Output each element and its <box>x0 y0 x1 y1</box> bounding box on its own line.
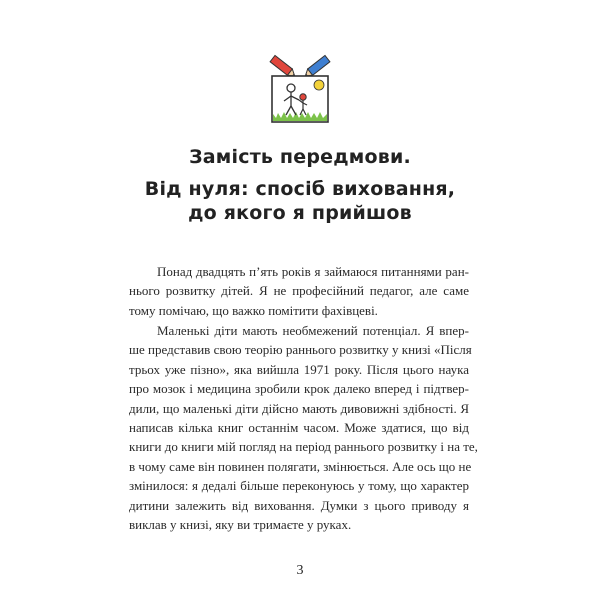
paragraph-1 <box>129 262 469 320</box>
chapter-title-line-1: Замість передмови. <box>189 146 411 168</box>
paragraph-2 <box>129 321 478 534</box>
text-line: змінилося: я дедалі більше переконуюсь у тому, що характер <box>129 478 469 494</box>
text-line: дили, що маленькі діти дійсно мають дивовижні здібності. Я <box>129 400 469 416</box>
text-line: про мозок і медицина зробили крок далеко вперед і підтвер- <box>129 381 469 397</box>
text-line: тому помічаю, що важко помітити фахівцеві. <box>129 302 378 318</box>
text-line: виклав у книзі, яку ви тримаєте у руках. <box>129 516 352 532</box>
text-line: ше представив свою теорію раннього розвитку у книзі «Після <box>129 342 472 358</box>
text-line: Маленькі діти мають необмежений потенціал. Я впер- <box>157 323 469 338</box>
child-drawing-icon <box>264 52 336 128</box>
text-line: Понад двадцять п’ять років я займаюся питаннями ран- <box>157 264 469 279</box>
page-number: 3 <box>296 563 304 578</box>
text-line: в чому саме він повинен полягати, змінюється. Але ось що не <box>129 458 472 474</box>
text-line: трьох уже пізно», яка вийшла 1971 року. Після цього наука <box>129 361 469 377</box>
chapter-title-line-3: до якого я прийшов <box>188 202 412 224</box>
text-line: дитини залежить від виховання. Думки з цього приводу я <box>129 497 469 513</box>
text-line: нього розвитку дітей. Я не професійний педагог, але саме <box>129 283 469 299</box>
text-line: книги до книги мій погляд на період раннього розвитку і на те, <box>129 439 478 455</box>
text-line: написав кілька книг останнім часом. Може здатися, що від <box>129 419 469 435</box>
chapter-title-line-2: Від нуля: спосіб виховання, <box>144 178 456 200</box>
